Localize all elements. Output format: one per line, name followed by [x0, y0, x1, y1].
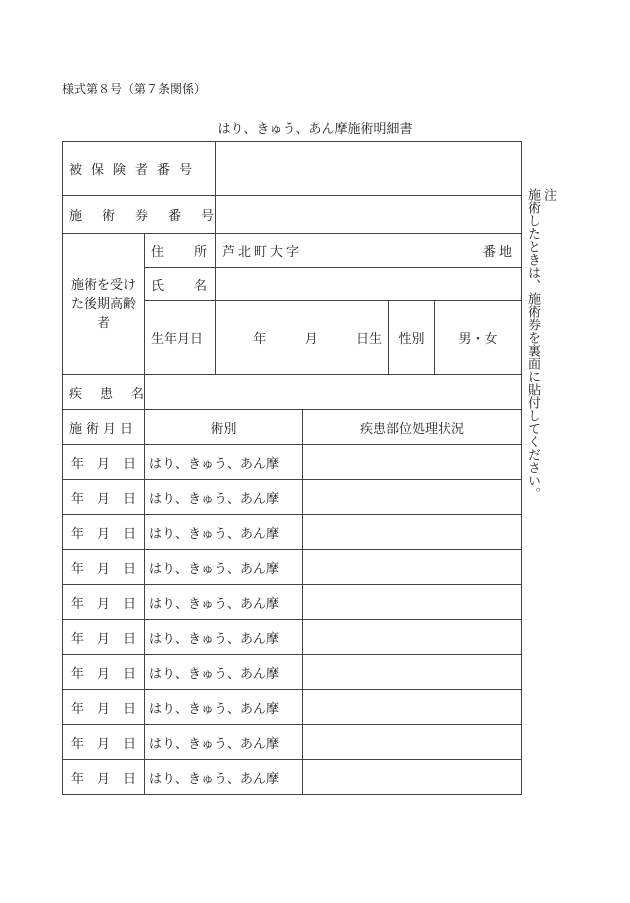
treatment-status[interactable] [303, 655, 522, 690]
treatment-row [63, 655, 522, 690]
header-status: 疾患部位処理状況 [303, 410, 522, 445]
ticket-number-field[interactable] [216, 196, 522, 234]
treatment-statement-table [62, 141, 522, 795]
treatment-date[interactable]: 年 月 日 [63, 445, 145, 480]
treatment-date[interactable]: 年 月 日 [63, 690, 145, 725]
treatment-status[interactable] [303, 515, 522, 550]
dob-field[interactable] [216, 301, 389, 375]
treatment-type[interactable]: はり、きゅう、あん摩 [145, 620, 303, 655]
treatment-date[interactable]: 年 月 日 [63, 760, 145, 795]
header-date: 施術月日 [63, 410, 145, 445]
treatment-type[interactable]: はり、きゅう、あん摩 [145, 480, 303, 515]
address-field[interactable] [216, 234, 522, 268]
disease-label: 疾患名 [63, 375, 145, 410]
treatment-date[interactable]: 年 月 日 [63, 550, 145, 585]
treatment-date[interactable]: 年 月 日 [63, 725, 145, 760]
dob-year: 年 [253, 332, 267, 347]
document-title: はり、きゅう、あん摩施術明細書 [217, 122, 413, 137]
treatment-date[interactable]: 年 月 日 [63, 480, 145, 515]
treatment-type[interactable]: はり、きゅう、あん摩 [145, 725, 303, 760]
treatment-row [63, 690, 522, 725]
dob-day: 日生 [356, 332, 383, 347]
treatment-date[interactable]: 年 月 日 [63, 515, 145, 550]
treatment-row [63, 585, 522, 620]
sex-field[interactable]: 男・女 [435, 301, 522, 375]
header-type: 術別 [145, 410, 303, 445]
treatment-row [63, 515, 522, 550]
recipient-label: 施術を受けた後期高齢者 [63, 234, 145, 375]
treatment-status[interactable] [303, 585, 522, 620]
treatment-row [63, 480, 522, 515]
treatment-status[interactable] [303, 725, 522, 760]
name-label: 氏名 [145, 268, 216, 301]
treatment-row [63, 725, 522, 760]
treatment-type[interactable]: はり、きゅう、あん摩 [145, 445, 303, 480]
form-number: 様式第８号（第７条関係） [62, 82, 207, 96]
treatment-status[interactable] [303, 760, 522, 795]
treatment-status[interactable] [303, 550, 522, 585]
vertical-note [524, 188, 556, 500]
insured-number-label: 被保険者番号 [63, 142, 216, 196]
treatment-status[interactable] [303, 445, 522, 480]
disease-field[interactable] [145, 375, 522, 410]
treatment-date[interactable]: 年 月 日 [63, 655, 145, 690]
dob-month: 月 [304, 332, 318, 347]
address-label: 住所 [145, 234, 216, 268]
sex-label: 性別 [389, 301, 435, 375]
treatment-row [63, 760, 522, 795]
treatment-date[interactable]: 年 月 日 [63, 620, 145, 655]
treatment-status[interactable] [303, 620, 522, 655]
treatment-type[interactable]: はり、きゅう、あん摩 [145, 585, 303, 620]
dob-label: 生年月日 [145, 301, 216, 375]
insured-number-field[interactable] [216, 142, 522, 196]
treatment-type[interactable]: はり、きゅう、あん摩 [145, 690, 303, 725]
treatment-row [63, 445, 522, 480]
treatment-type[interactable]: はり、きゅう、あん摩 [145, 655, 303, 690]
note-text: 施術したときは、施術券を裏面に貼付してください。 [525, 188, 540, 500]
treatment-row [63, 620, 522, 655]
name-field[interactable] [216, 268, 522, 301]
treatment-type[interactable]: はり、きゅう、あん摩 [145, 550, 303, 585]
ticket-number-label: 施術券番号 [63, 196, 216, 234]
treatment-type[interactable]: はり、きゅう、あん摩 [145, 760, 303, 795]
treatment-row [63, 550, 522, 585]
address-prefix: 芦北町大字 [222, 245, 303, 260]
note-head: 注 [541, 188, 556, 201]
address-suffix: 番地 [483, 245, 516, 260]
treatment-date[interactable]: 年 月 日 [63, 585, 145, 620]
treatment-status[interactable] [303, 480, 522, 515]
treatment-status[interactable] [303, 690, 522, 725]
treatment-type[interactable]: はり、きゅう、あん摩 [145, 515, 303, 550]
